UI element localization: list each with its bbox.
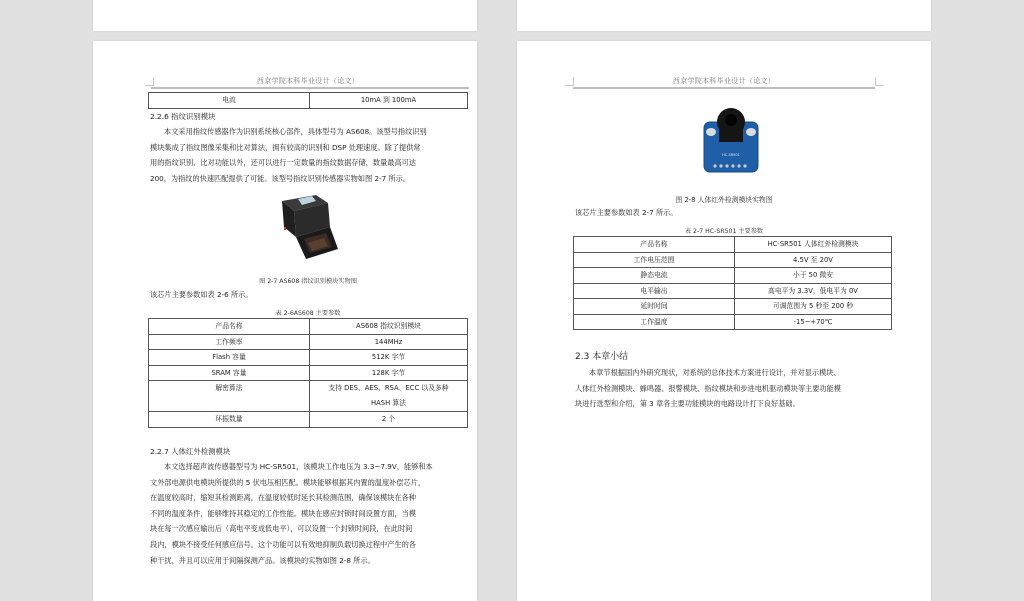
text-line: 本文选择超声波传感器型号为 HC-SR501，该模块工作电压为 3.3~7.9V，能够和本 — [164, 462, 433, 471]
table-cell: 产品名称 — [149, 319, 310, 335]
table-cell: HC-SR501 人体红外检测模块 — [735, 237, 892, 253]
table-row — [574, 299, 892, 315]
table-cell: 产品名称 — [574, 237, 735, 253]
text-line: 块进行选型和介绍，第 3 章各主要功能模块的电路设计打下良好基础。 — [575, 399, 800, 409]
table-cell: 工作电压范围 — [574, 252, 735, 268]
table-cell: AS608 指纹识别模块 — [310, 319, 468, 335]
previous-page-left — [93, 0, 477, 31]
text-line: 本章节根据国内外研究现状，对系统的总体技术方案进行设计，并对显示模块、 — [589, 368, 841, 377]
svg-text:HC-SR501: HC-SR501 — [722, 153, 740, 157]
text-line: 块在每一次感应输出后（高电平变成低电平），可以设置一个封锁时间段，在此时间 — [150, 524, 413, 534]
section-2-2-7-body — [150, 459, 466, 568]
table-row — [149, 350, 468, 366]
table-continued — [148, 92, 468, 109]
table-row — [574, 314, 892, 330]
table-cell: SRAM 容量 — [149, 365, 310, 381]
table-row — [149, 412, 468, 428]
text-line: 不同的温度条件，能够维持其稳定的工作性能。模块在感应封锁时间设置方面，当模 — [150, 508, 416, 518]
table-row — [574, 237, 892, 253]
table-cell: 环振数量 — [149, 412, 310, 428]
text-line: 用的指纹识别、比对功能以外，还可以进行一定数量的指纹数据存储，数量最高可达 — [150, 158, 416, 168]
section-heading-2-2-7: 2.2.7 人体红外检测模块 — [150, 447, 231, 456]
page-header: 西京学院本科毕业设计（论文） — [672, 77, 776, 85]
header-rule — [151, 87, 469, 89]
previous-page-right — [517, 0, 931, 31]
table-cell: 2 个 — [310, 412, 468, 428]
table-row — [149, 319, 468, 335]
table-cell: Flash 容量 — [149, 350, 310, 366]
text-line: 模块集成了指纹图像采集和比对算法，拥有较高的识别和 DSP 处理速度。除了提供常 — [150, 142, 421, 152]
section-2-3-body — [575, 365, 893, 412]
document-page-right — [517, 41, 931, 601]
page-header: 西京学院本科毕业设计（论文） — [256, 77, 360, 85]
cell-line: HASH 算法 — [371, 399, 406, 407]
table-cell: 10mA 到 100mA — [310, 93, 468, 109]
text-line: 文外部电源供电模块所提供的 5 伏电压相匹配。模块能够根据其内置的温度补偿芯片， — [150, 477, 426, 487]
text-line: 在温度较高时，缩短其检测距离，在温度较低时延长其检测范围，确保该模块在各种 — [150, 493, 416, 503]
pir-sensor-module-image — [700, 104, 762, 174]
table-cell: 静态电流 — [574, 268, 735, 284]
table-row — [574, 268, 892, 284]
section-heading-2-3: 2.3 本章小结 — [575, 352, 629, 362]
text-line: 200，为指纹的快速匹配提供了可能。该型号指纹识别传感器实物如图 2-7 所示。 — [150, 173, 411, 183]
table-cell: 128K 字节 — [310, 365, 468, 381]
table-cell: 解密算法 — [149, 381, 310, 412]
text-line: 种干扰，并且可以应用于间隔探测产品。该模块的实物如图 2-8 所示。 — [150, 555, 375, 565]
table-cell: -15~+70℃ — [735, 314, 892, 330]
table-row — [149, 334, 468, 350]
table-2-6-intro: 该芯片主要参数如表 2-6 所示。 — [150, 290, 253, 299]
figure-2-8-caption: 图 2-8 人体红外检测模块实物图 — [675, 196, 773, 204]
table-cell: 小于 50 微安 — [735, 268, 892, 284]
table-row — [149, 365, 468, 381]
figure-2-7-caption: 图 2-7 AS608 指纹识别模块实物图 — [259, 278, 357, 285]
table-2-7-intro: 该芯片主要参数如表 2-7 所示。 — [575, 208, 678, 217]
section-2-2-6-body — [150, 124, 466, 186]
table-cell: 延时时间 — [574, 299, 735, 315]
section-heading-2-2-6: 2.2.6 指纹识别模块 — [150, 112, 216, 121]
margin-corner-mark — [875, 77, 884, 86]
fingerprint-module-image — [276, 193, 342, 263]
text-line: 人体红外检测模块、蜂鸣器、报警模块、指纹模块和步进电机驱动模块等主要功能模 — [575, 383, 841, 393]
cell-line: 支持 DES、AES、RSA、ECC 以及多种 — [328, 384, 449, 392]
table-2-7-caption: 表 2-7 HC-SR501 主要参数 — [684, 228, 764, 235]
table-row — [574, 252, 892, 268]
table-2-6 — [148, 318, 468, 428]
text-line: 段内，模块不接受任何感应信号。这个功能可以有效地抑制负载切换过程中产生的各 — [150, 539, 416, 549]
header-rule — [573, 87, 875, 89]
table-cell: 电平输出 — [574, 283, 735, 299]
table-cell: 工作温度 — [574, 314, 735, 330]
table-cell: 高电平为 3.3V，低电平为 0V — [735, 283, 892, 299]
table-cell: 512K 字节 — [310, 350, 468, 366]
table-row — [149, 93, 468, 109]
table-cell: 144MHz — [310, 334, 468, 350]
table-2-6-caption: 表 2-6AS608 主要参数 — [275, 310, 341, 317]
table-cell: 可调范围为 5 秒至 200 秒 — [735, 299, 892, 315]
table-cell — [310, 381, 468, 412]
table-cell: 4.5V 至 20V — [735, 252, 892, 268]
table-2-7 — [573, 236, 892, 330]
document-page-left — [93, 41, 477, 601]
table-row — [574, 283, 892, 299]
table-row — [149, 381, 468, 412]
table-cell: 工作频率 — [149, 334, 310, 350]
table-cell: 电流 — [149, 93, 310, 109]
text-line: 本文采用指纹传感器作为识别系统核心部件，具体型号为 AS608。该型号指纹识别 — [164, 127, 427, 136]
